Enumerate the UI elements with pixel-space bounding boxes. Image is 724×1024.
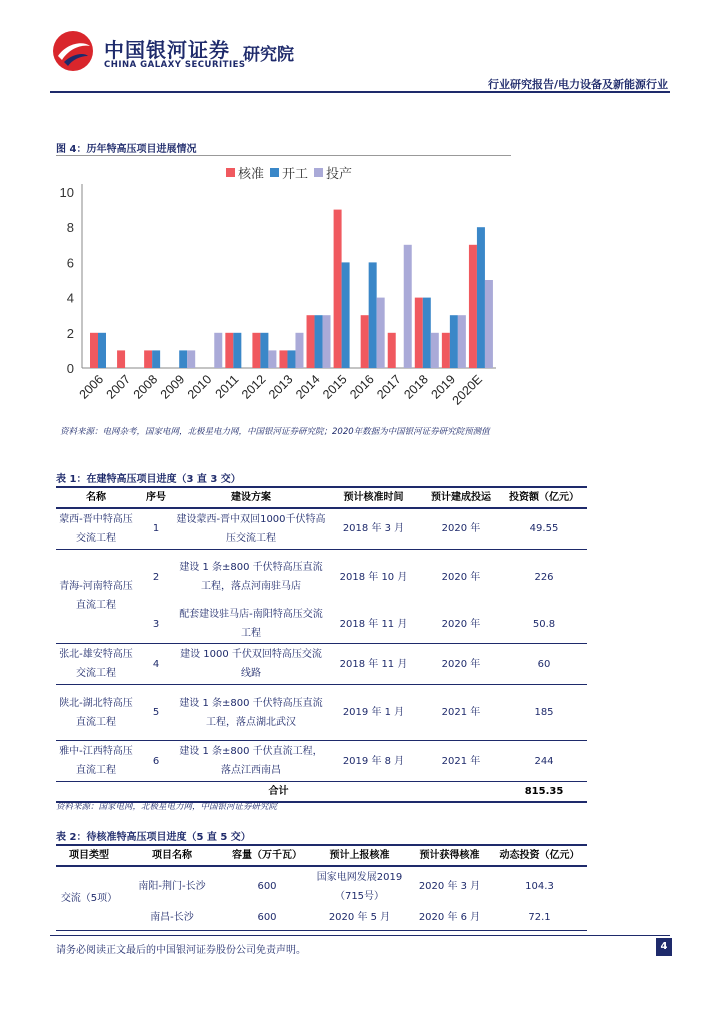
- project-approve: 2020 年 6 月: [407, 906, 492, 930]
- table-row: [56, 685, 587, 741]
- footer-divider: [50, 935, 670, 936]
- project-approve: 2018 年 11 月: [326, 605, 421, 644]
- project-seq: 4: [136, 644, 176, 685]
- galaxy-logo-icon: [52, 30, 94, 72]
- bar-投产-2020E: [485, 280, 493, 368]
- col-type-header: 项目类型: [69, 850, 109, 861]
- page-number: 4: [656, 938, 672, 956]
- bar-投产-2016: [377, 298, 385, 368]
- figure-source: 资料来源：电网杂考，国家电网，北极星电力网，中国银河证券研究院；2020年数据为中国银河证券研究院预测值: [60, 427, 490, 437]
- x-tick-label: 2020E: [449, 372, 486, 408]
- legend-label: 投产: [326, 167, 353, 182]
- project-name: 陕北-湖北特高压直流工程: [56, 685, 136, 741]
- project-invest: 104.3: [525, 881, 554, 892]
- project-capacity: 600: [222, 906, 312, 930]
- project-invest: 72.1: [492, 906, 587, 930]
- project-invest: 244: [534, 755, 554, 767]
- col-approve-header: 预计核准时间: [343, 492, 404, 503]
- project-operate: 2021 年: [441, 755, 481, 767]
- bar-投产-2012: [268, 350, 276, 368]
- bar-投产-2013: [295, 333, 303, 368]
- col-capacity-header: 容量（万千瓦）: [232, 850, 302, 861]
- x-tick-label: 2011: [212, 372, 242, 402]
- col-invest-header: 动态投资（亿元）: [499, 850, 580, 861]
- bar-开工-2020E: [477, 227, 485, 368]
- bar-核准-2016: [361, 315, 369, 368]
- total-value: 815.35: [524, 786, 564, 797]
- project-operate: 2020 年: [421, 605, 501, 644]
- table1-title: 表 1：在建特高压项目进度（3 直 3 交）: [56, 474, 241, 485]
- y-tick-label: 10: [59, 185, 74, 200]
- project-seq: 2: [152, 571, 160, 583]
- project-seq: 6: [152, 755, 160, 767]
- x-tick-label: 2017: [374, 372, 404, 402]
- bar-开工-2016: [369, 262, 377, 368]
- bar-核准-2020E: [469, 245, 477, 368]
- figure-rule: [56, 155, 511, 156]
- project-invest: 226: [534, 571, 554, 583]
- bar-投产-2017: [404, 245, 412, 368]
- bar-核准-2018: [415, 298, 423, 368]
- project-progress-chart: [56, 160, 516, 415]
- project-name: 青海-河南特高压直流工程: [56, 549, 136, 644]
- bar-开工-2012: [260, 333, 268, 368]
- logo-english-name: CHINA GALAXY SECURITIES: [104, 60, 246, 70]
- project-plan: 建设 1 条±800 千伏直流工程，落点江西南昌: [179, 746, 323, 776]
- project-operate: 2020 年: [421, 508, 501, 549]
- col-operate-header: 预计建成投运: [431, 492, 491, 503]
- x-tick-label: 2013: [266, 372, 296, 402]
- table1-source: 资料来源：国家电网，北极星电力网，中国银河证券研究院: [56, 802, 278, 812]
- table-header-row: [56, 845, 587, 866]
- institute-label: 研究院: [243, 45, 294, 65]
- bar-核准-2006: [90, 333, 98, 368]
- bar-投产-2014: [323, 315, 331, 368]
- bar-核准-2015: [334, 210, 342, 368]
- col-seq-header: 序号: [146, 492, 166, 503]
- table-row: [56, 605, 587, 644]
- project-invest: 50.8: [501, 605, 587, 644]
- legend-label: 核准: [238, 167, 265, 182]
- table-row: [56, 906, 587, 930]
- bar-开工-2009: [179, 350, 187, 368]
- bar-开工-2006: [98, 333, 106, 368]
- bar-投产-2018: [431, 333, 439, 368]
- bar-核准-2007: [117, 350, 125, 368]
- col-name-header: 名称: [86, 492, 106, 503]
- project-name: 南昌-长沙: [122, 906, 222, 930]
- project-plan: 建设 1 条±800 千伏特高压直流工程，落点河南驻马店: [179, 562, 323, 593]
- table-row: [56, 866, 587, 906]
- project-approve: 2018 年 3 月: [326, 508, 421, 549]
- bar-开工-2015: [342, 262, 350, 368]
- table-header-row: [56, 487, 587, 508]
- logo-chinese-name: 中国银河证券: [104, 38, 230, 62]
- construction-projects-table: [56, 486, 587, 803]
- x-tick-label: 2007: [103, 372, 134, 402]
- footer-disclaimer: 请务必阅读正文最后的中国银河证券股份公司免责声明。: [56, 945, 306, 956]
- col-report-header: 预计上报核准: [329, 850, 390, 861]
- x-tick-label: 2018: [401, 372, 431, 402]
- bar-开工-2014: [315, 315, 323, 368]
- bar-投产-2010: [214, 333, 222, 368]
- bar-核准-2012: [252, 333, 260, 368]
- project-report: 国家电网发展2019（715号）: [316, 871, 403, 902]
- project-name: 蒙西-晋中特高压交流工程: [56, 508, 136, 549]
- bar-核准-2019: [442, 333, 450, 368]
- col-approve-header: 预计获得核准: [419, 850, 480, 861]
- project-plan: 建设 1000 千伏双回特高压交流线路: [176, 644, 326, 685]
- bar-开工-2011: [233, 333, 241, 368]
- bar-核准-2013: [279, 350, 287, 368]
- x-tick-label: 2019: [428, 372, 458, 402]
- project-approve: 2018 年 10 月: [339, 571, 408, 583]
- x-tick-label: 2010: [184, 372, 215, 402]
- legend-swatch: [270, 168, 279, 177]
- project-seq: 5: [136, 685, 176, 741]
- bar-开工-2018: [423, 298, 431, 368]
- project-type: 交流（5项）: [56, 866, 122, 930]
- legend-label: 开工: [282, 167, 309, 182]
- total-label: 合计: [268, 786, 289, 797]
- header-divider: [50, 91, 670, 93]
- col-invest-header: 投资额（亿元）: [509, 492, 579, 503]
- project-invest: 185: [501, 685, 587, 741]
- y-tick-label: 0: [66, 361, 74, 376]
- project-report: 2020 年 5 月: [312, 906, 407, 930]
- project-name: 南阳-荆门-长沙: [138, 881, 206, 892]
- bar-核准-2017: [388, 333, 396, 368]
- y-tick-label: 8: [66, 220, 74, 236]
- project-name: 张北-雄安特高压交流工程: [56, 644, 136, 685]
- project-invest: 49.55: [501, 508, 587, 549]
- project-plan: 配套建设驻马店-南阳特高压交流工程: [176, 605, 326, 644]
- bar-核准-2011: [225, 333, 233, 368]
- project-seq: 3: [136, 605, 176, 644]
- x-tick-label: 2006: [76, 372, 107, 402]
- legend-swatch: [314, 168, 323, 177]
- table-row: [56, 549, 587, 605]
- figure-title: 图 4：历年特高压项目进展情况: [56, 144, 197, 155]
- col-name-header: 项目名称: [152, 850, 192, 861]
- x-tick-label: 2012: [238, 372, 269, 402]
- total-row: [56, 782, 587, 803]
- project-name: 雅中-江西特高压直流工程: [59, 746, 133, 776]
- project-plan: 建设蒙西-晋中双回1000千伏特高压交流工程: [176, 508, 326, 549]
- project-plan: 建设 1 条±800 千伏特高压直流工程，落点湖北武汉: [176, 685, 326, 741]
- col-plan-header: 建设方案: [231, 492, 271, 503]
- bar-核准-2008: [144, 350, 152, 368]
- project-seq: 1: [136, 508, 176, 549]
- bar-投产-2019: [458, 315, 466, 368]
- project-operate: 2020 年: [421, 644, 501, 685]
- table-row: [56, 508, 587, 549]
- project-operate: 2021 年: [421, 685, 501, 741]
- pending-projects-table: [56, 844, 587, 931]
- x-tick-label: 2014: [293, 372, 323, 402]
- report-type: 行业研究报告/电力设备及新能源行业: [487, 78, 668, 91]
- table-row: [56, 644, 587, 685]
- x-tick-label: 2016: [347, 372, 377, 402]
- bar-核准-2014: [307, 315, 315, 368]
- legend-swatch: [226, 168, 235, 177]
- bar-开工-2008: [152, 350, 160, 368]
- x-tick-label: 2009: [157, 372, 188, 402]
- project-approve: 2020 年 3 月: [418, 881, 481, 892]
- project-invest: 60: [501, 644, 587, 685]
- project-approve: 2019 年 8 月: [342, 755, 405, 767]
- project-approve: 2018 年 11 月: [326, 644, 421, 685]
- y-tick-label: 6: [66, 255, 74, 271]
- project-operate: 2020 年: [441, 571, 481, 583]
- project-approve: 2019 年 1 月: [326, 685, 421, 741]
- table2-title: 表 2：待核准特高压项目进度（5 直 5 交）: [56, 832, 251, 843]
- bar-开工-2013: [287, 350, 295, 368]
- x-tick-label: 2015: [320, 372, 350, 402]
- project-capacity: 600: [257, 881, 277, 892]
- y-tick-label: 2: [66, 325, 74, 341]
- bar-开工-2019: [450, 315, 458, 368]
- x-tick-label: 2008: [130, 372, 161, 402]
- y-tick-label: 4: [66, 290, 74, 306]
- table-row: [56, 741, 587, 782]
- bar-投产-2009: [187, 350, 195, 368]
